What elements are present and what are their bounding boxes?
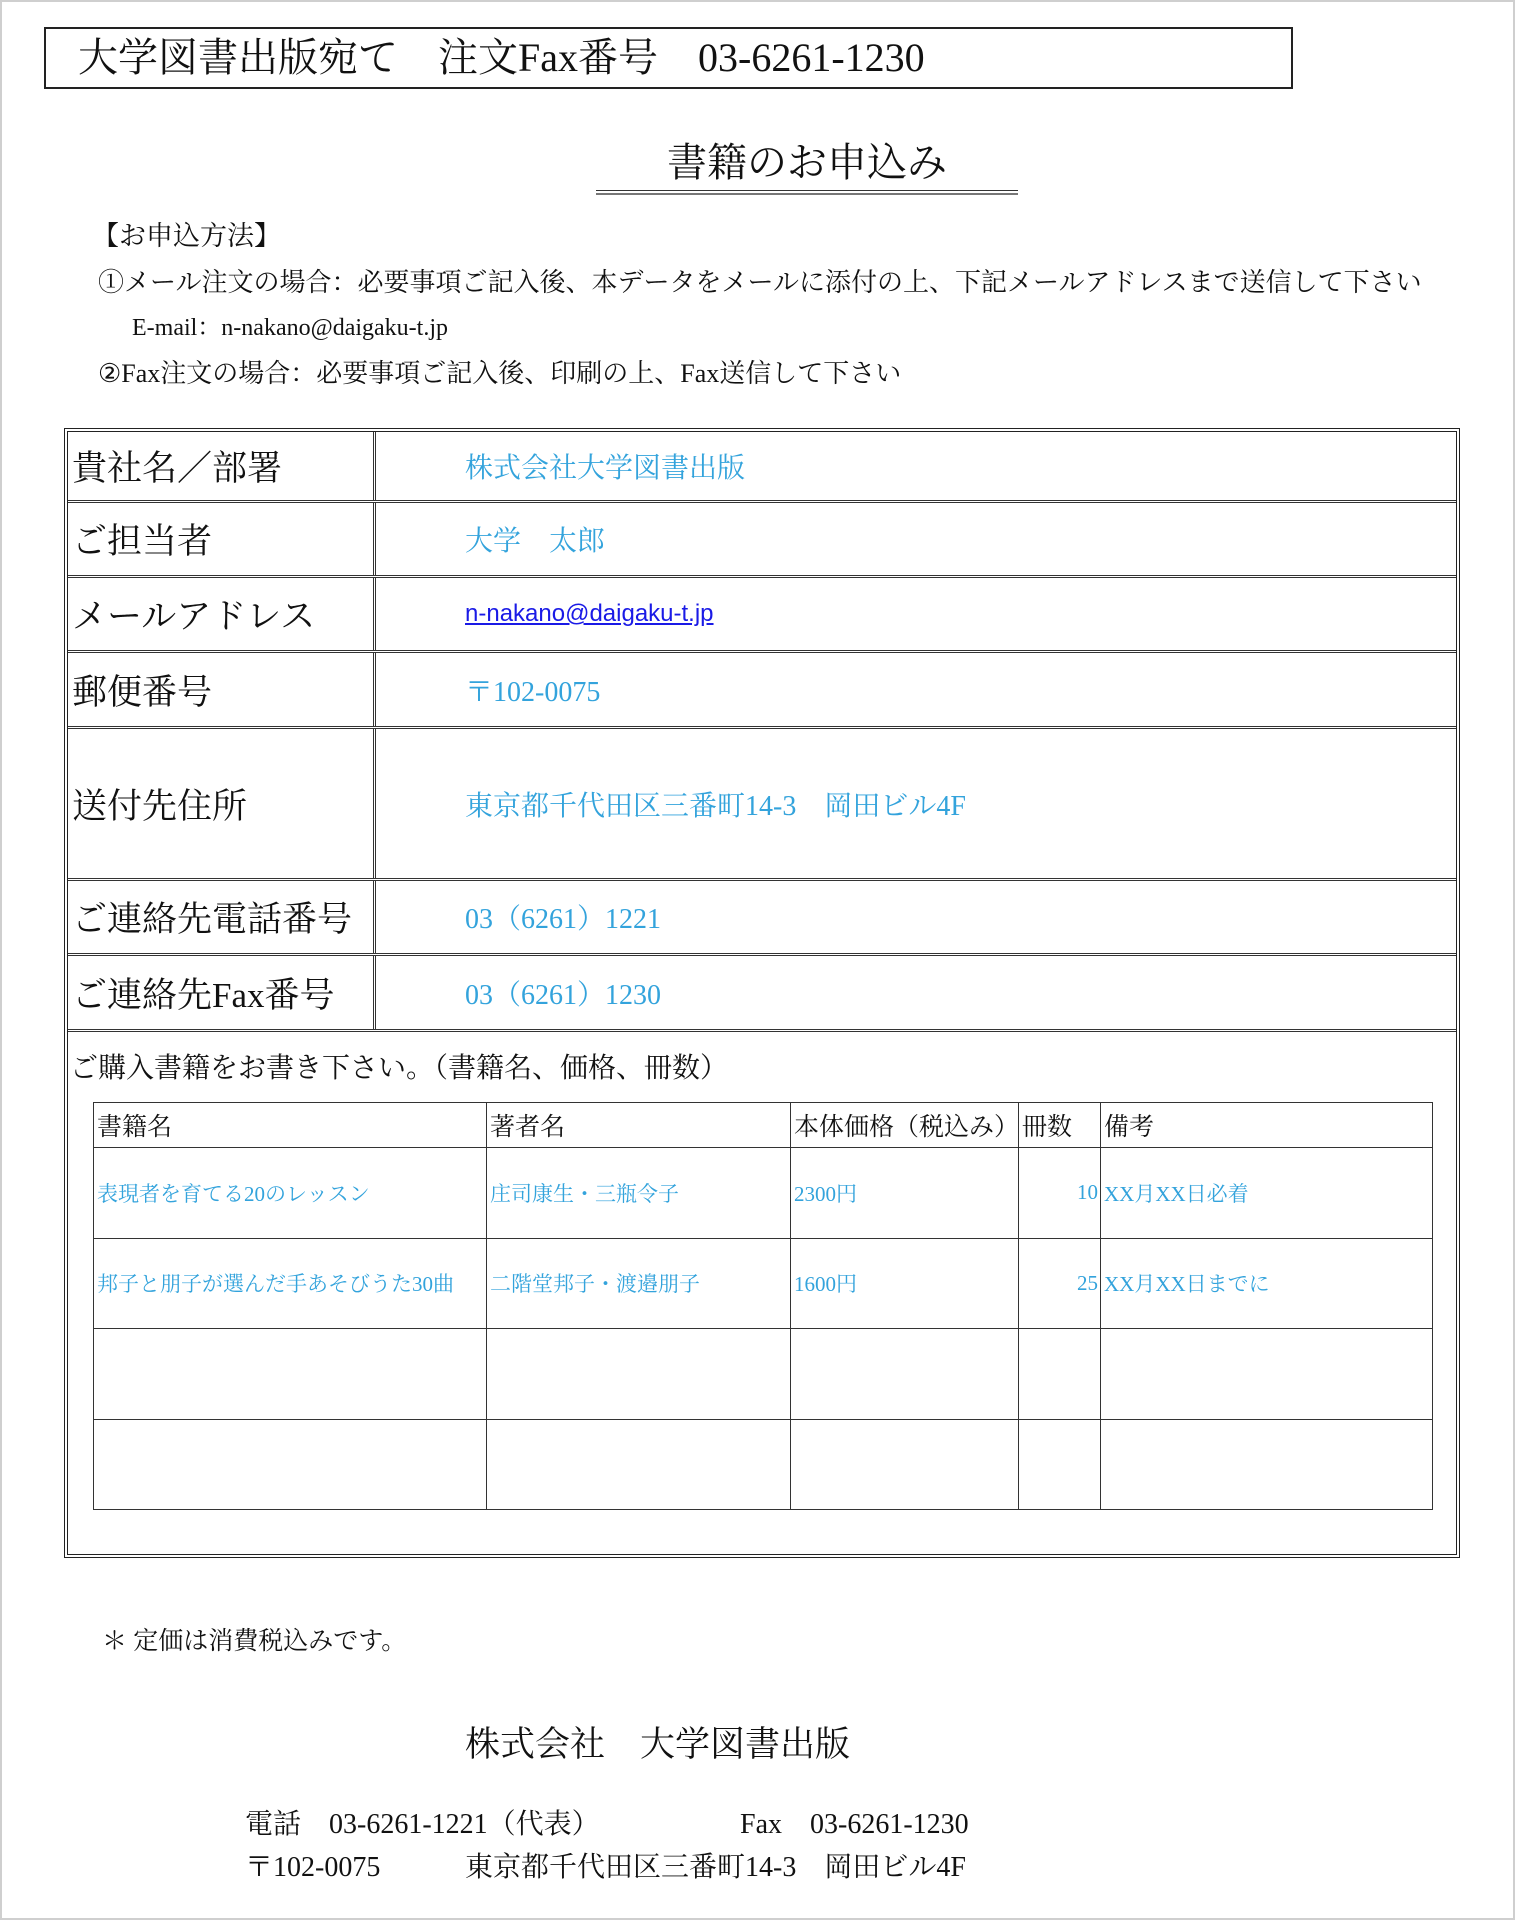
books-table-row <box>94 1238 1433 1328</box>
fax-banner <box>44 27 1293 89</box>
publisher-postal-code: 〒102-0075 <box>245 1852 381 1883</box>
email-link[interactable]: n-nakano@daigaku-t.jp <box>465 600 714 627</box>
book-author-cell[interactable]: 庄司康生・三瓶令子 <box>487 1148 791 1238</box>
form-row-email <box>68 578 1456 653</box>
fax-value: 03（6261）1230 <box>465 979 662 1011</box>
book-author-cell[interactable] <box>487 1329 791 1419</box>
publisher-fax: Fax 03-6261-1230 <box>740 1809 969 1840</box>
books-table-row <box>94 1148 1433 1238</box>
book-note-cell[interactable]: XX月XX日までに <box>1101 1238 1433 1328</box>
form-row-fax <box>68 956 1456 1032</box>
header-author: 著者名 <box>487 1103 791 1148</box>
books-prompt: ご購入書籍をお書き下さい。（書籍名、価格、冊数） <box>70 1053 729 1084</box>
form-row-address <box>68 729 1456 881</box>
address-label: 送付先住所 <box>68 729 376 878</box>
postal-code-label: 郵便番号 <box>68 653 376 726</box>
fax-banner-text: 大学図書出版宛て 注文Fax番号 03-6261-1230 <box>78 35 925 80</box>
title-underline <box>596 190 1018 195</box>
form-row-contact-person <box>68 503 1456 578</box>
phone-field[interactable] <box>376 881 1456 953</box>
fax-label: ご連絡先Fax番号 <box>68 956 376 1029</box>
header-quantity: 冊数 <box>1019 1103 1101 1148</box>
form-row-company <box>68 432 1456 503</box>
book-note-cell[interactable] <box>1101 1329 1433 1419</box>
address-field[interactable] <box>376 729 1456 878</box>
email-label: メールアドレス <box>68 578 376 650</box>
book-author-cell[interactable] <box>487 1419 791 1509</box>
instruction-email-line: E-mail：n-nakano@daigaku-t.jp <box>132 315 449 341</box>
books-table-row <box>94 1329 1433 1419</box>
book-price-cell[interactable]: 2300円 <box>791 1148 1019 1238</box>
book-title-cell[interactable]: 表現者を育てる20のレッスン <box>94 1148 487 1238</box>
book-title-cell[interactable] <box>94 1419 487 1509</box>
book-qty-cell[interactable]: 25 <box>1019 1238 1101 1328</box>
contact-person-value: 大学 太郎 <box>465 526 606 557</box>
form-row-books <box>68 1032 1456 1554</box>
book-price-cell[interactable] <box>791 1419 1019 1509</box>
book-author-cell[interactable]: 二階堂邦子・渡邉朋子 <box>487 1238 791 1328</box>
instructions-heading: 【お申込方法】 <box>92 221 281 251</box>
order-form <box>64 428 1460 1558</box>
publisher-address: 東京都千代田区三番町14-3 岡田ビル4F <box>465 1852 966 1883</box>
fax-field[interactable] <box>376 956 1456 1029</box>
book-price-cell[interactable]: 1600円 <box>791 1238 1019 1328</box>
header-price: 本体価格（税込み） <box>791 1103 1019 1148</box>
books-table <box>93 1102 1433 1510</box>
header-book-title: 書籍名 <box>94 1103 487 1148</box>
page-title: 書籍のお申込み <box>667 140 947 185</box>
fax-order-instruction: ②Fax注文の場合：必要事項ご記入後、印刷の上、Fax送信して下さい <box>98 359 902 388</box>
header-notes: 備考 <box>1101 1103 1433 1148</box>
book-qty-cell[interactable] <box>1019 1329 1101 1419</box>
phone-label: ご連絡先電話番号 <box>68 881 376 953</box>
contact-person-field[interactable] <box>376 503 1456 575</box>
book-qty-cell[interactable]: 10 <box>1019 1148 1101 1238</box>
company-field[interactable] <box>376 432 1456 500</box>
form-row-phone <box>68 881 1456 956</box>
email-field[interactable] <box>376 578 1456 650</box>
publisher-phone: 電話 03-6261-1221（代表） <box>245 1809 600 1840</box>
form-row-postal-code <box>68 653 1456 729</box>
books-table-row <box>94 1419 1433 1509</box>
tax-note: ＊ 定価は消費税込みです。 <box>102 1628 407 1655</box>
address-value: 東京都千代田区三番町14-3 岡田ビル4F <box>465 790 966 822</box>
book-note-cell[interactable] <box>1101 1419 1433 1509</box>
book-title-cell[interactable] <box>94 1329 487 1419</box>
book-qty-cell[interactable] <box>1019 1419 1101 1509</box>
books-table-header <box>94 1103 1433 1148</box>
mail-order-instruction: ①メール注文の場合：必要事項ご記入後、本データをメールに添付の上、下記メールアドレスまで送信して下さい <box>98 268 1422 297</box>
phone-value: 03（6261）1221 <box>465 904 662 935</box>
postal-code-field[interactable] <box>376 653 1456 726</box>
company-label: 貴社名／部署 <box>68 432 376 500</box>
contact-person-label: ご担当者 <box>68 503 376 575</box>
company-value: 株式会社大学図書出版 <box>465 453 746 484</box>
publisher-name: 株式会社 大学図書出版 <box>465 1725 851 1764</box>
book-title-cell[interactable]: 邦子と朋子が選んだ手あそびうた30曲 <box>94 1238 487 1328</box>
postal-code-value: 〒102-0075 <box>465 676 601 708</box>
book-price-cell[interactable] <box>791 1329 1019 1419</box>
book-note-cell[interactable]: XX月XX日必着 <box>1101 1148 1433 1238</box>
